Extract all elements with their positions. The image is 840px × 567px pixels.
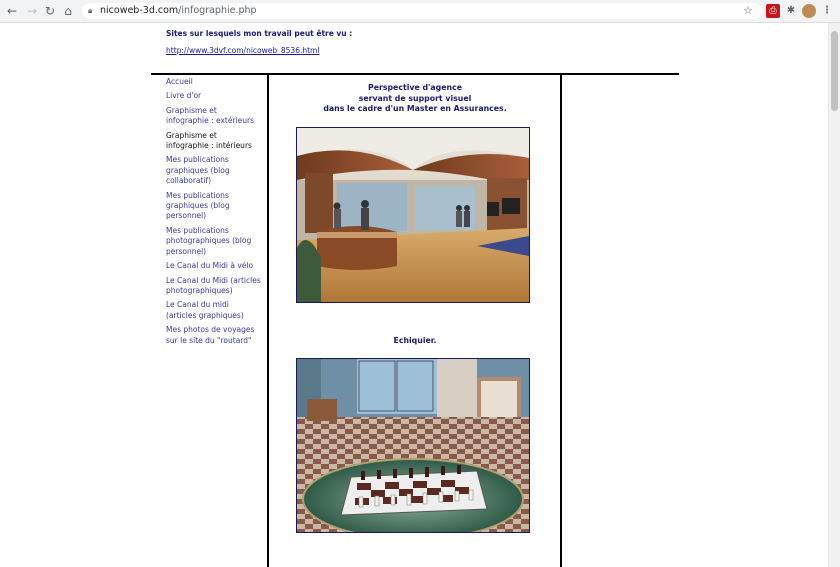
sidebar-item-exterieurs[interactable]: Graphisme et infographie : extérieurs: [166, 105, 255, 126]
star-icon[interactable]: ☆: [743, 4, 753, 17]
sites-link[interactable]: http://www.3dvf.com/nicoweb_8536.html: [166, 46, 320, 55]
scrollbar-thumb[interactable]: [831, 31, 838, 111]
menu-kebab-icon[interactable]: ⋮: [822, 5, 832, 16]
sidebar-item-accueil[interactable]: Accueil: [166, 77, 193, 86]
puzzle-extension-icon[interactable]: ✱: [786, 5, 796, 16]
chess-caption: [270, 336, 560, 347]
browser-toolbar: [0, 0, 840, 23]
agency-render: [297, 128, 529, 302]
caption-line: Perspective d'agence: [367, 83, 463, 92]
forward-icon[interactable]: →: [26, 4, 38, 18]
sidebar-item-blog-personnel[interactable]: Mes publications graphiques (blog personnel): [166, 190, 230, 221]
pdf-extension-icon[interactable]: ⎙: [766, 4, 780, 18]
caption-line: servant de support visuel: [358, 93, 472, 103]
address-bar[interactable]: [82, 3, 762, 19]
home-icon[interactable]: ⌂: [64, 4, 72, 18]
vertical-scrollbar[interactable]: [829, 23, 840, 567]
caption-line: dans le cadre d'un Master en Assurances.: [323, 104, 507, 113]
sites-title: Sites sur lesquels mon travail peut être vu :: [166, 29, 353, 38]
chessboard-image: [296, 358, 530, 533]
sidebar-item-canal-graphiques[interactable]: Le Canal du midi (articles graphiques): [166, 300, 244, 320]
lock-icon: 🔒︎: [88, 6, 93, 15]
left-column-divider: [267, 75, 269, 567]
sidebar-item-photographiques[interactable]: Mes publications photographiques (blog personnel): [166, 225, 252, 256]
profile-avatar-icon[interactable]: [802, 4, 816, 18]
agency-interior-image: [296, 127, 530, 303]
sidebar-item-interieurs[interactable]: Graphisme et infographie : intérieurs: [166, 130, 252, 151]
reload-icon[interactable]: ↻: [44, 4, 56, 18]
url-path: /infographie.php: [178, 5, 257, 16]
chess-render: [297, 359, 529, 532]
caption-line: Echiquier.: [393, 336, 437, 345]
right-column-divider: [560, 75, 562, 567]
back-icon[interactable]: ←: [6, 4, 18, 18]
sidebar-item-routard[interactable]: Mes photos de voyages sur le site du "routard": [166, 325, 255, 345]
sidebar-item-canal-photo[interactable]: Le Canal du Midi (articles photographiques): [166, 275, 261, 295]
agency-caption: [270, 83, 560, 115]
sidebar-item-blog-collaboratif[interactable]: Mes publications graphiques (blog collaboratif): [166, 155, 230, 186]
sidebar-item-canal-velo[interactable]: Le Canal du Midi à vélo: [166, 261, 254, 271]
sidebar-item-livre-dor[interactable]: Livre d'or: [166, 91, 202, 101]
header-divider: [151, 73, 679, 75]
sidebar-nav: [166, 77, 261, 350]
url-host: nicoweb-3d.com: [100, 5, 179, 16]
